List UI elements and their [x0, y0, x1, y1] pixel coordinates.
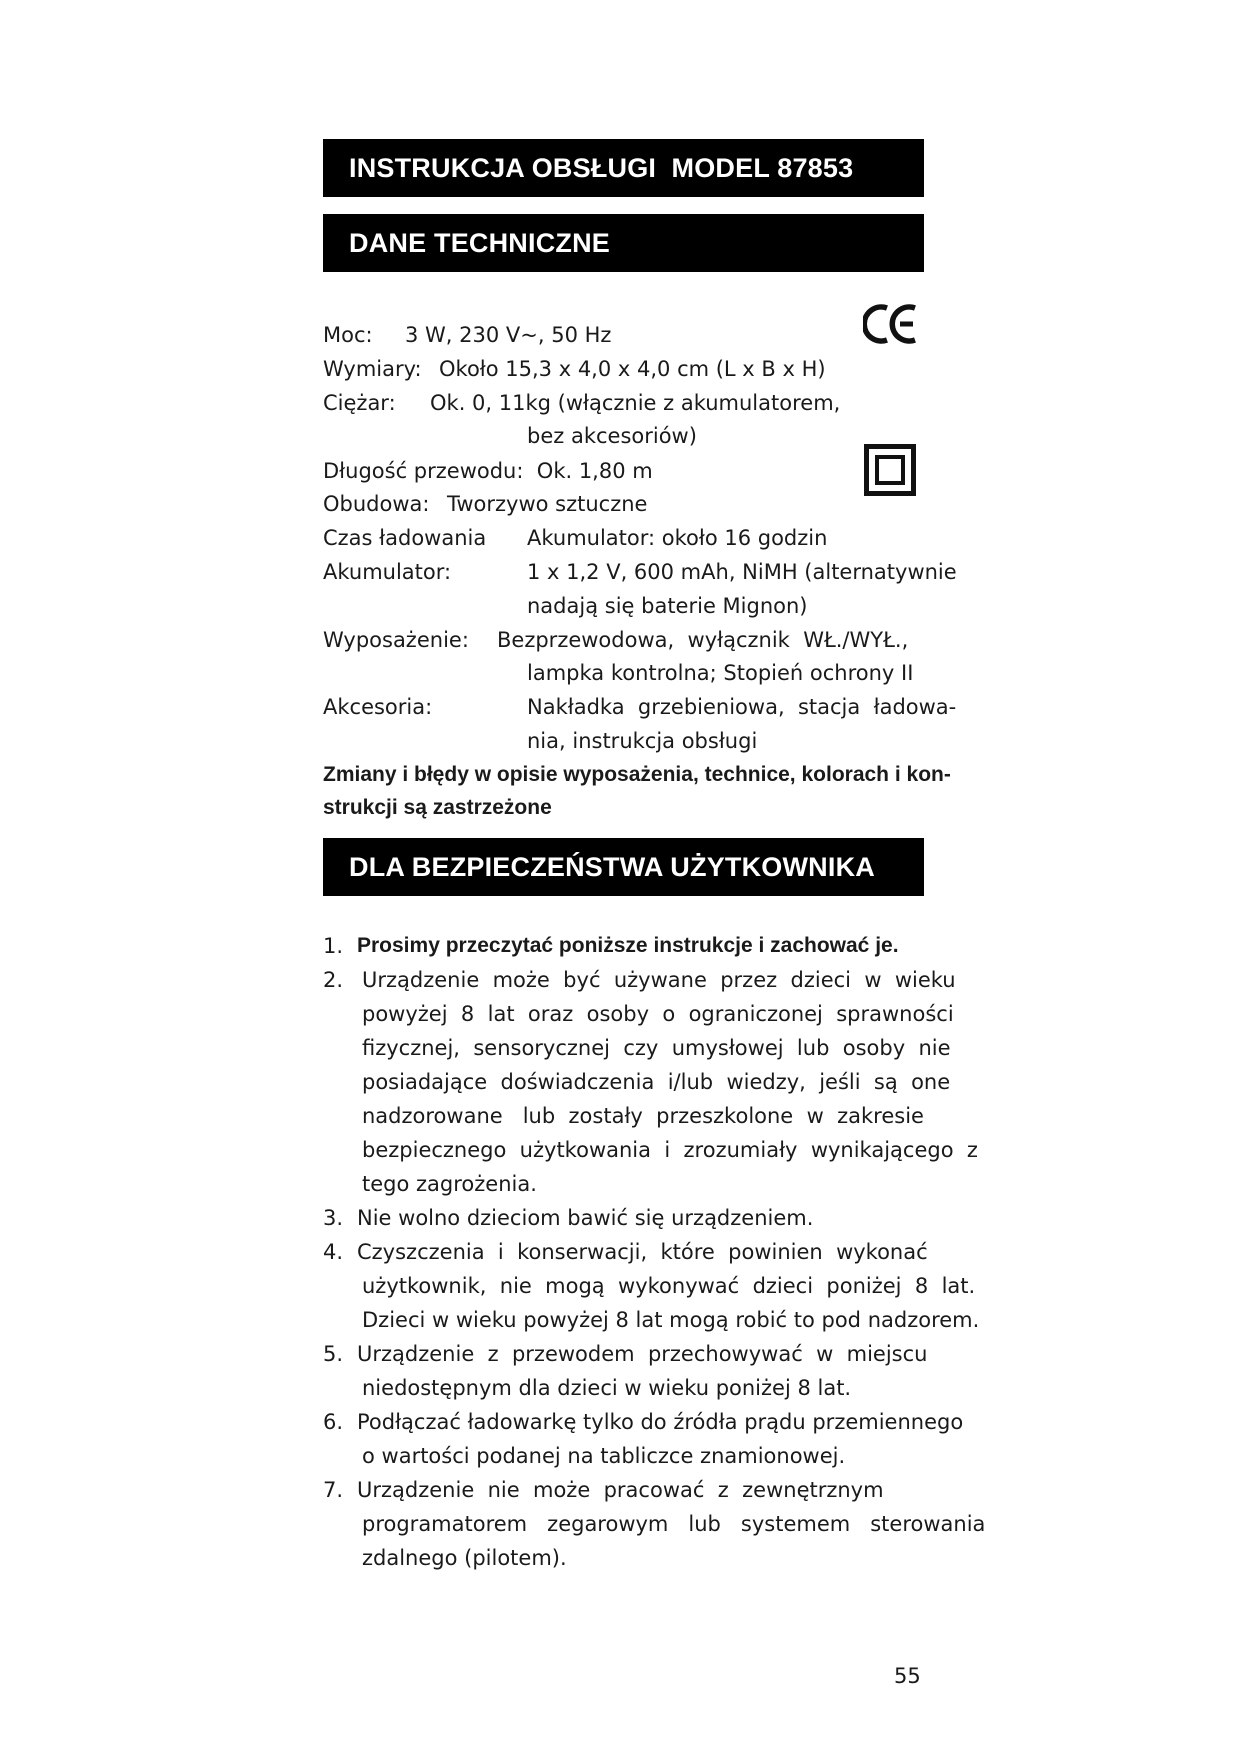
- safety-number-2: 2.: [323, 968, 344, 992]
- safety-number-5: 5.: [323, 1342, 344, 1366]
- title-bar: [323, 139, 924, 197]
- safety-item-7-line-1: Urządzenie nie może pracować z zewnętrznym: [357, 1478, 884, 1502]
- safety-number-4: 4.: [323, 1240, 344, 1264]
- safety-number-6: 6.: [323, 1410, 344, 1434]
- spec-equipment-value-2: lampka kontrolna; Stopień ochrony II: [527, 661, 914, 685]
- safety-number-3: 3.: [323, 1206, 344, 1230]
- spec-disclaimer-line-1: Zmiany i błędy w opisie wyposażenia, technice, kolorach i kon-: [323, 763, 951, 786]
- safety-item-5-line-1: Urządzenie z przewodem przechowywać w miejscu: [357, 1342, 928, 1366]
- safety-item-2-line-7: tego zagrożenia.: [362, 1172, 537, 1196]
- safety-item-7-line-3: zdalnego (pilotem).: [362, 1546, 567, 1570]
- protection-class-ii-icon: [864, 444, 916, 496]
- safety-number-7: 7.: [323, 1478, 344, 1502]
- section-title-safety: DLA BEZPIECZEŃSTWA UŻYTKOWNIKA: [349, 851, 875, 882]
- safety-item-2-line-4: posiadające doświadczenia i/lub wiedzy, jeśli są one: [362, 1070, 951, 1094]
- spec-charging-value: Akumulator: około 16 godzin: [527, 526, 828, 550]
- spec-accessories-value-2: nia, instrukcja obsługi: [527, 729, 758, 753]
- manual-title: INSTRUKCJA OBSŁUGI MODEL 87853: [349, 152, 854, 183]
- safety-item-4-line-3: Dzieci w wieku powyżej 8 lat mogą robić to pod nadzorem.: [362, 1308, 980, 1332]
- safety-item-2-line-6: bezpiecznego użytkowania i zrozumiały wynikającego z: [362, 1138, 978, 1162]
- spec-charging-label: Czas ładowania: [323, 526, 487, 550]
- safety-item-7-line-2: programatorem zegarowym lub systemem sterowania: [362, 1512, 986, 1536]
- safety-item-2-line-5: nadzorowane lub zostały przeszkolone w zakresie: [362, 1104, 924, 1128]
- safety-number-1: 1.: [323, 934, 344, 958]
- spec-battery-value-1: 1 x 1,2 V, 600 mAh, NiMH (alternatywnie: [527, 560, 957, 584]
- safety-item-5-line-2: niedostępnym dla dzieci w wieku poniżej 8 lat.: [362, 1376, 852, 1400]
- spec-battery-value-2: nadają się baterie Mignon): [527, 594, 808, 618]
- safety-item-2-line-2: powyżej 8 lat oraz osoby o ograniczonej sprawności: [362, 1002, 954, 1026]
- safety-item-1: Prosimy przeczytać poniższe instrukcje i zachować je.: [357, 934, 899, 957]
- spec-housing-value: Tworzywo sztuczne: [447, 492, 648, 516]
- spec-dimensions-value: Około 15,3 x 4,0 x 4,0 cm (L x B x H): [439, 357, 826, 381]
- spec-power-label: Moc:: [323, 323, 373, 347]
- safety-item-2-line-1: Urządzenie może być używane przez dzieci w wieku: [362, 968, 956, 992]
- spec-dimensions-label: Wymiary:: [323, 357, 422, 381]
- safety-item-2-line-3: fizycznej, sensorycznej czy umysłowej lub osoby nie: [362, 1036, 951, 1060]
- safety-item-4-line-1: Czyszczenia i konserwacji, które powinien wykonać: [357, 1240, 928, 1264]
- spec-weight-label: Ciężar:: [323, 391, 396, 415]
- spec-equipment-label: Wyposażenie:: [323, 628, 469, 652]
- ce-mark-icon: [863, 302, 919, 346]
- section-header-safety: [323, 838, 924, 896]
- spec-weight-value-2: bez akcesoriów): [527, 424, 697, 448]
- spec-weight-value-1: Ok. 0, 11kg (włącznie z akumulatorem,: [430, 391, 841, 415]
- safety-item-6-line-1: Podłączać ładowarkę tylko do źródła prądu przemiennego: [357, 1410, 964, 1434]
- safety-item-4-line-2: użytkownik, nie mogą wykonywać dzieci poniżej 8 lat.: [362, 1274, 976, 1298]
- section-title-technical: DANE TECHNICZNE: [349, 227, 611, 258]
- spec-accessories-label: Akcesoria:: [323, 695, 433, 719]
- spec-equipment-value-1: Bezprzewodowa, wyłącznik WŁ./WYŁ.,: [497, 628, 909, 652]
- spec-battery-label: Akumulator:: [323, 560, 452, 584]
- safety-item-6-line-2: o wartości podanej na tabliczce znamionowej.: [362, 1444, 846, 1468]
- spec-accessories-value-1: Nakładka grzebieniowa, stacja ładowa-: [527, 695, 957, 719]
- spec-housing-label: Obudowa:: [323, 492, 430, 516]
- safety-item-3: Nie wolno dzieciom bawić się urządzeniem.: [357, 1206, 814, 1230]
- spec-disclaimer-line-2: strukcji są zastrzeżone: [323, 796, 552, 819]
- spec-power-value: 3 W, 230 V~, 50 Hz: [405, 323, 612, 347]
- page-number: 55: [894, 1664, 921, 1688]
- spec-cable-length: Długość przewodu: Ok. 1,80 m: [323, 459, 653, 483]
- section-header-technical: [323, 214, 924, 272]
